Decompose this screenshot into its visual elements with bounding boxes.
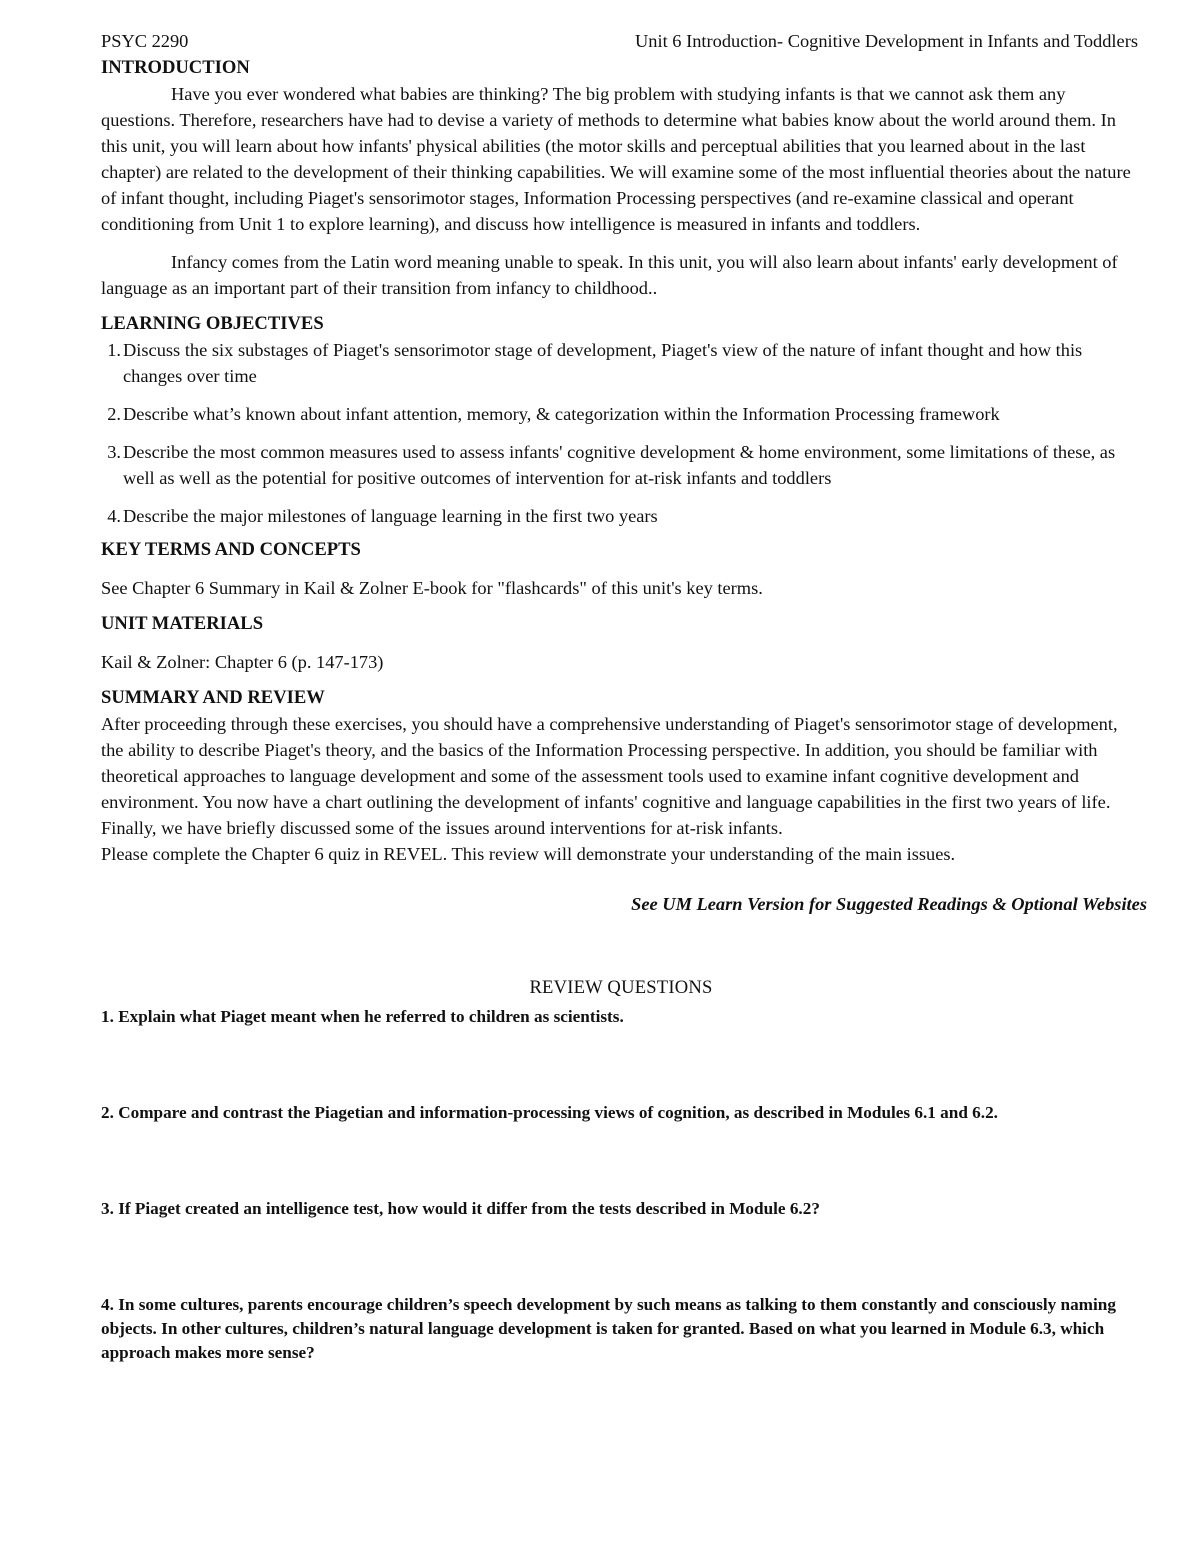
document-body [101,55,1147,1365]
list-item [89,503,1141,529]
page-header [101,29,1138,53]
summary-heading: SUMMARY AND REVIEW [101,687,325,708]
objective-text: Describe the major milestones of language learning in the first two years [123,506,658,526]
unit-materials-heading: UNIT MATERIALS [101,613,264,634]
summary-section [101,685,1147,917]
learning-objectives-section [101,311,1141,529]
introduction-paragraph-1: Have you ever wondered what babies are thinking? The big problem with studying infants is that we cannot ask them any questions. Therefore, researchers have had to devise a variety of methods to determine what babies know about the world around them. In this unit, you will learn about how infants' physical abilities (the motor skills and perceptual abilities that you learned about in the last chapter) are related to the development of their thinking capabilities. We will examine some of the most influential theories about the nature of infant thought, including Piaget's sensorimotor stages, Information Processing perspectives (and re-examine classical and operant conditioning from Unit 1 to explore learning), and discuss how intelligence is measured in infants and toddlers. [101,84,1131,234]
introduction-paragraph-2: Infancy comes from the Latin word meaning unable to speak. In this unit, you will also learn about infants' early development of language as an important part of their transition from infancy to childhood.. [101,252,1118,298]
introduction-section [101,55,1141,301]
review-question: 4. In some cultures, parents encourage children’s speech development by such means as talking to them constantly and consciously naming objects. In other cultures, children’s natural language development is taken for granted. Based on what you learned in Module 6.3, which approach makes more sense? [101,1295,1116,1362]
key-terms-heading: KEY TERMS AND CONCEPTS [101,539,361,560]
introduction-heading: INTRODUCTION [101,57,250,78]
objective-number: 4. [107,506,121,526]
suggested-readings-note: See UM Learn Version for Suggested Readings & Optional Websites [631,894,1147,914]
objective-text: Discuss the six substages of Piaget's sensorimotor stage of development, Piaget's view of the nature of infant thought and how this changes over time [123,340,1083,386]
list-item [89,439,1141,491]
unit-materials-section [101,611,1141,675]
key-terms-section [101,537,1141,601]
objectives-list [89,337,1141,529]
objective-text: Describe what’s known about infant attention, memory, & categorization within the Information Processing framework [123,404,1000,424]
review-questions-title: REVIEW QUESTIONS [529,977,713,998]
unit-materials-text: Kail & Zolner: Chapter 6 (p. 147-173) [101,652,384,672]
key-terms-text: See Chapter 6 Summary in Kail & Zolner E-book for "flashcards" of this unit's key terms. [101,578,763,598]
list-item [89,401,1141,427]
unit-title: Unit 6 Introduction- Cognitive Development in Infants and Toddlers [634,31,1138,51]
course-code: PSYC 2290 [101,31,189,51]
objective-number: 2. [107,404,121,424]
review-question: 3. If Piaget created an intelligence test, how would it differ from the tests described in Module 6.2? [101,1199,820,1218]
review-question: 2. Compare and contrast the Piagetian and information-processing views of cognition, as described in Modules 6.1 and 6.2. [101,1103,998,1122]
learning-objectives-heading: LEARNING OBJECTIVES [101,313,324,334]
review-questions-section [101,975,1141,1365]
summary-paragraph-1: After proceeding through these exercises, you should have a comprehensive understanding of Piaget's sensorimotor stage of development, the ability to describe Piaget's theory, and the basics of the Information Processing perspective. In addition, you should be familiar with theoretical approaches to language development and some of the assessment tools used to examine infant cognitive development and environment. You now have a chart outlining the development of infants' cognitive and language capabilities in the first two years of life. Finally, we have briefly discussed some of the issues around interventions for at-risk infants. [101,714,1118,838]
list-item [89,337,1141,389]
objective-number: 1. [107,340,121,360]
objective-number: 3. [107,442,121,462]
summary-paragraph-2: Please complete the Chapter 6 quiz in REVEL. This review will demonstrate your understanding of the main issues. [101,844,956,864]
objective-text: Describe the most common measures used to assess infants' cognitive development & home environment, some limitations of these, as well as well as the potential for positive outcomes of intervention for at-risk infants and toddlers [123,442,1116,488]
review-question: 1. Explain what Piaget meant when he referred to children as scientists. [101,1007,624,1026]
